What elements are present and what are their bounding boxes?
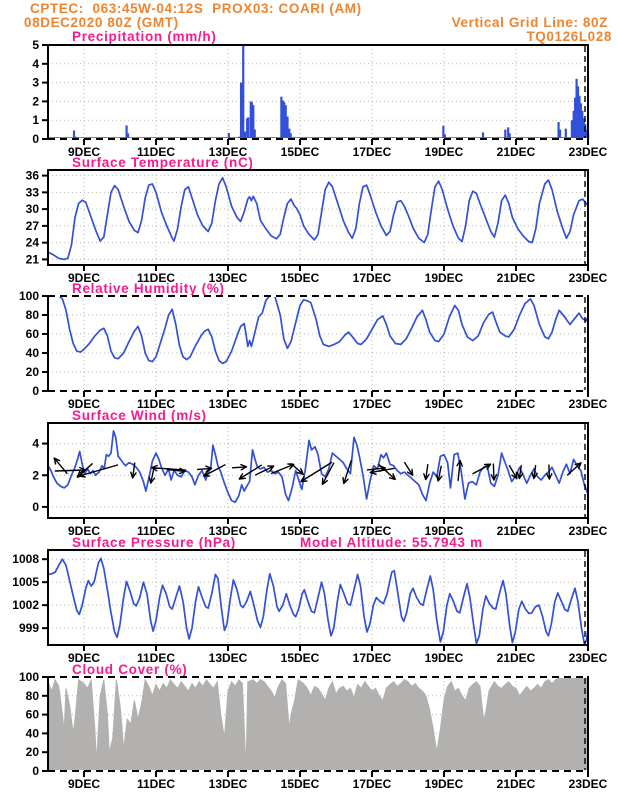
svg-text:11DEC: 11DEC xyxy=(136,145,176,159)
svg-text:30: 30 xyxy=(25,202,39,217)
svg-text:20: 20 xyxy=(25,365,39,379)
svg-text:21DEC: 21DEC xyxy=(496,651,536,665)
svg-text:11DEC: 11DEC xyxy=(136,651,176,665)
svg-text:19DEC: 19DEC xyxy=(424,651,464,665)
svg-text:0: 0 xyxy=(32,764,39,778)
svg-text:15DEC: 15DEC xyxy=(280,145,320,159)
svg-text:40: 40 xyxy=(25,726,39,741)
svg-text:17DEC: 17DEC xyxy=(352,524,392,538)
svg-text:9DEC: 9DEC xyxy=(67,777,101,791)
svg-text:1: 1 xyxy=(32,113,39,128)
wind-title: Surface Wind (m/s) xyxy=(72,408,207,423)
svg-text:9DEC: 9DEC xyxy=(67,651,101,665)
svg-text:9DEC: 9DEC xyxy=(67,524,101,538)
svg-text:15DEC: 15DEC xyxy=(280,651,320,665)
svg-text:13DEC: 13DEC xyxy=(208,777,248,791)
svg-text:19DEC: 19DEC xyxy=(424,271,464,285)
humidity-title: Relative Humidity (%) xyxy=(72,281,225,296)
cloud-cover-title: Cloud Cover (%) xyxy=(72,662,188,677)
svg-text:21DEC: 21DEC xyxy=(496,777,536,791)
svg-text:13DEC: 13DEC xyxy=(208,651,248,665)
svg-text:21DEC: 21DEC xyxy=(496,524,536,538)
svg-text:4: 4 xyxy=(32,56,39,71)
svg-text:80: 80 xyxy=(25,308,39,322)
svg-text:15DEC: 15DEC xyxy=(280,397,320,411)
svg-text:3: 3 xyxy=(32,75,39,90)
svg-text:19DEC: 19DEC xyxy=(424,397,464,411)
svg-text:9DEC: 9DEC xyxy=(67,397,101,411)
svg-text:19DEC: 19DEC xyxy=(424,777,464,791)
svg-text:40: 40 xyxy=(25,346,39,360)
svg-text:11DEC: 11DEC xyxy=(136,777,176,791)
svg-text:999: 999 xyxy=(18,621,39,636)
svg-text:60: 60 xyxy=(25,327,39,341)
svg-text:19DEC: 19DEC xyxy=(424,145,464,159)
svg-text:17DEC: 17DEC xyxy=(352,397,392,411)
pressure-title: Surface Pressure (hPa) xyxy=(72,535,236,550)
svg-text:13DEC: 13DEC xyxy=(208,271,248,285)
svg-text:15DEC: 15DEC xyxy=(280,777,320,791)
svg-text:60: 60 xyxy=(25,707,39,722)
station-header: CPTEC: 063:45W-04:12S PROX03: COARI (AM) xyxy=(30,1,362,16)
svg-text:23DEC: 23DEC xyxy=(568,397,608,411)
svg-text:21DEC: 21DEC xyxy=(496,271,536,285)
model-altitude-label: Model Altitude: 55.7943 m xyxy=(300,535,483,550)
svg-text:17DEC: 17DEC xyxy=(352,777,392,791)
svg-text:13DEC: 13DEC xyxy=(208,524,248,538)
svg-text:36: 36 xyxy=(25,168,39,183)
svg-text:2: 2 xyxy=(32,468,39,483)
svg-text:17DEC: 17DEC xyxy=(352,271,392,285)
svg-text:4: 4 xyxy=(32,436,39,451)
svg-text:100: 100 xyxy=(18,289,39,303)
svg-text:13DEC: 13DEC xyxy=(208,145,248,159)
precipitation-title: Precipitation (mm/h) xyxy=(72,29,217,44)
svg-text:11DEC: 11DEC xyxy=(136,397,176,411)
product-tag: TQ0126L028 xyxy=(526,29,612,44)
svg-text:11DEC: 11DEC xyxy=(136,271,176,285)
svg-text:100: 100 xyxy=(18,670,39,684)
svg-text:27: 27 xyxy=(25,218,39,233)
svg-text:21DEC: 21DEC xyxy=(496,397,536,411)
svg-text:1002: 1002 xyxy=(12,598,39,613)
svg-text:9DEC: 9DEC xyxy=(67,271,101,285)
svg-text:1005: 1005 xyxy=(12,575,39,590)
svg-text:19DEC: 19DEC xyxy=(424,524,464,538)
svg-text:21: 21 xyxy=(25,252,39,267)
svg-text:23DEC: 23DEC xyxy=(568,271,608,285)
svg-text:23DEC: 23DEC xyxy=(568,651,608,665)
svg-text:20: 20 xyxy=(25,745,39,760)
svg-text:15DEC: 15DEC xyxy=(280,271,320,285)
svg-text:17DEC: 17DEC xyxy=(352,145,392,159)
vertical-grid-line-label: Vertical Grid Line: 80Z xyxy=(451,15,608,30)
svg-text:21DEC: 21DEC xyxy=(496,145,536,159)
svg-text:0: 0 xyxy=(32,132,39,146)
temperature-title: Surface Temperature (nC) xyxy=(72,155,254,170)
svg-text:0: 0 xyxy=(32,499,39,514)
svg-text:0: 0 xyxy=(32,384,39,398)
svg-text:9DEC: 9DEC xyxy=(67,145,101,159)
svg-text:5: 5 xyxy=(32,38,39,52)
svg-text:23DEC: 23DEC xyxy=(568,524,608,538)
svg-text:23DEC: 23DEC xyxy=(568,777,608,791)
svg-text:11DEC: 11DEC xyxy=(136,524,176,538)
svg-text:33: 33 xyxy=(25,185,39,200)
svg-text:15DEC: 15DEC xyxy=(280,524,320,538)
run-datetime: 08DEC2020 80Z (GMT) xyxy=(24,15,179,30)
svg-text:13DEC: 13DEC xyxy=(208,397,248,411)
svg-text:1008: 1008 xyxy=(12,552,39,567)
svg-text:2: 2 xyxy=(32,94,39,109)
svg-text:23DEC: 23DEC xyxy=(568,145,608,159)
svg-text:17DEC: 17DEC xyxy=(352,651,392,665)
svg-text:24: 24 xyxy=(25,235,39,250)
svg-text:80: 80 xyxy=(25,688,39,703)
